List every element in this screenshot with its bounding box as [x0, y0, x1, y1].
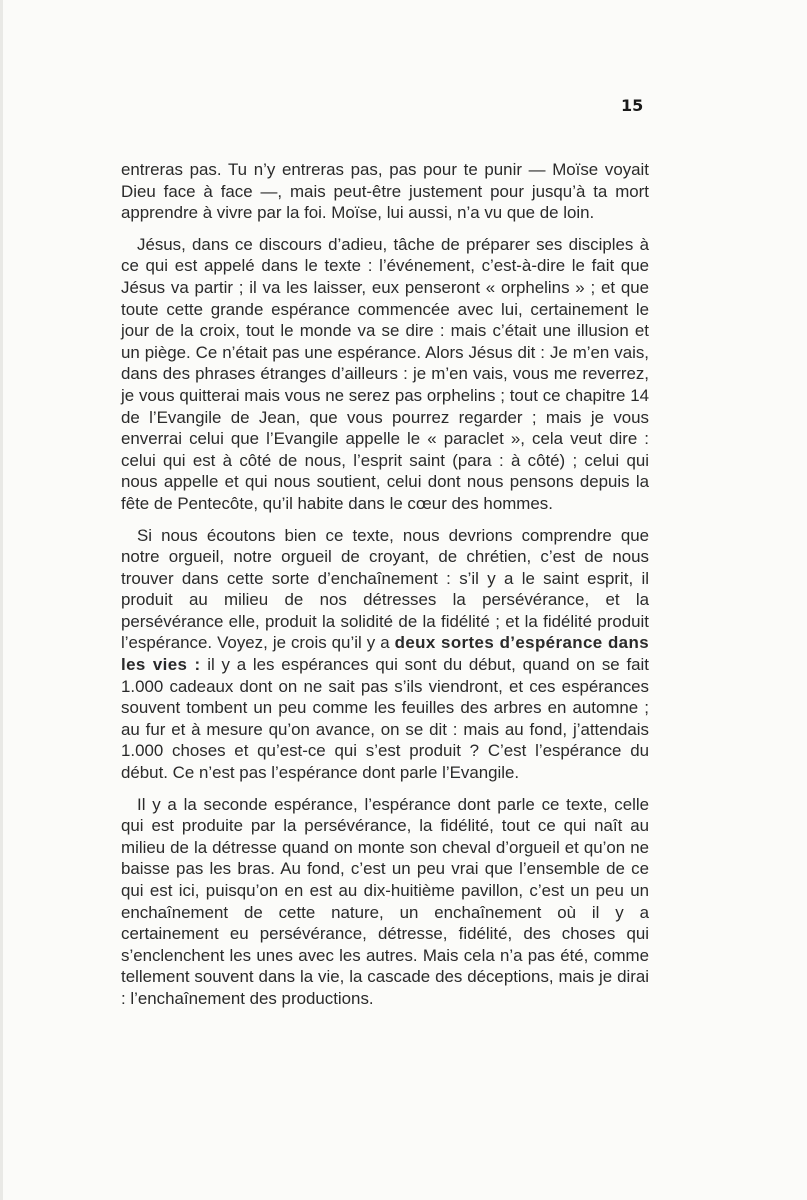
body-text: [121, 159, 649, 1010]
paragraph-2: Jésus, dans ce discours d’adieu, tâche de préparer ses disciples à ce qui est appelé dans le texte : l’événement, c’est-à-dire le fait que Jésus va partir ; il va les laisser, eux penseront « orphelins » ; et que toute cette grande espérance commencée avec lui, certainement le jour de la croix, tout le monde va se dire : mais c’était une illusion et un piège. Ce n’était pas une espérance. Alors Jésus dit : Je m’en vais, dans des phrases étranges d’ailleurs : je m’en vais, vous me reverrez, je vous quitterai mais vous ne serez pas orphelins ; tout ce chapitre 14 de l’Evangile de Jean, que vous pourrez regarder ; mais je vous enverrai celui que l’Evangile appelle le « paraclet », cela veut dire : celui qui est à côté de nous, l’esprit saint (para : à côté) ; celui qui nous appelle et qui nous soutient, celui dont nous pensons depuis la fête de Pentecôte, qu’il habite dans le cœur des hommes.: [121, 234, 649, 513]
emphasis-phrase: deux sortes d’espérance dans les vies :: [121, 633, 649, 675]
paragraph-3-text-after: il y a les espérances qui sont du début, quand on se fait 1.000 cadeaux dont on ne sait pas s’ils viendront, et ces espérances souvent tombent un peu comme les feuilles des arbres en automne ; au fur et à mesure qu’on avance, on se dit : mais au fond, j’attendais 1.000 choses et qu’est-ce qui s’est produit ? C’est l’espérance du début. Ce n’est pas l’espérance dont parle l’Evangile.: [121, 655, 649, 783]
page-number: 15: [621, 96, 644, 115]
paragraph-3: [121, 525, 649, 784]
paragraph-4: Il y a la seconde espérance, l’espérance dont parle ce texte, celle qui est produite par la persévérance, la fidélité, tout ce qui naît au milieu de la détresse quand on monte son cheval d’orgueil et qu’on ne baisse pas les bras. Au fond, c’est un peu vrai que l’ensemble de ce qui est ici, puisqu’on en est au dix-huitième pavillon, c’est un peu un enchaînement de cette nature, un enchaînement où il y a certainement eu persévérance, détresse, fidélité, des choses qui s’enclenchent les unes avec les autres. Mais cela n’a pas été, comme tellement souvent dans la vie, la cascade des déceptions, mais je dirai : l’enchaînement des productions.: [121, 794, 649, 1008]
paragraph-3-text-before: Si nous écoutons bien ce texte, nous devrions comprendre que notre orgueil, notre orgueil de croyant, de chrétien, c’est de nous trouver dans cette sorte d’enchaînement : s’il y a le saint esprit, il produit au milieu de nos détresses la persévérance, et la persévérance elle, produit la solidité de la fidélité ; et la fidélité produit l’espérance. Voyez, je crois qu’il y a: [121, 525, 649, 653]
paragraph-1: entreras pas. Tu n’y entreras pas, pas pour te punir — Moïse voyait Dieu face à face —, mais peut-être justement pour jusqu’à ta mort apprendre à vivre par la foi. Moïse, lui aussi, n’a vu que de loin.: [121, 160, 649, 223]
